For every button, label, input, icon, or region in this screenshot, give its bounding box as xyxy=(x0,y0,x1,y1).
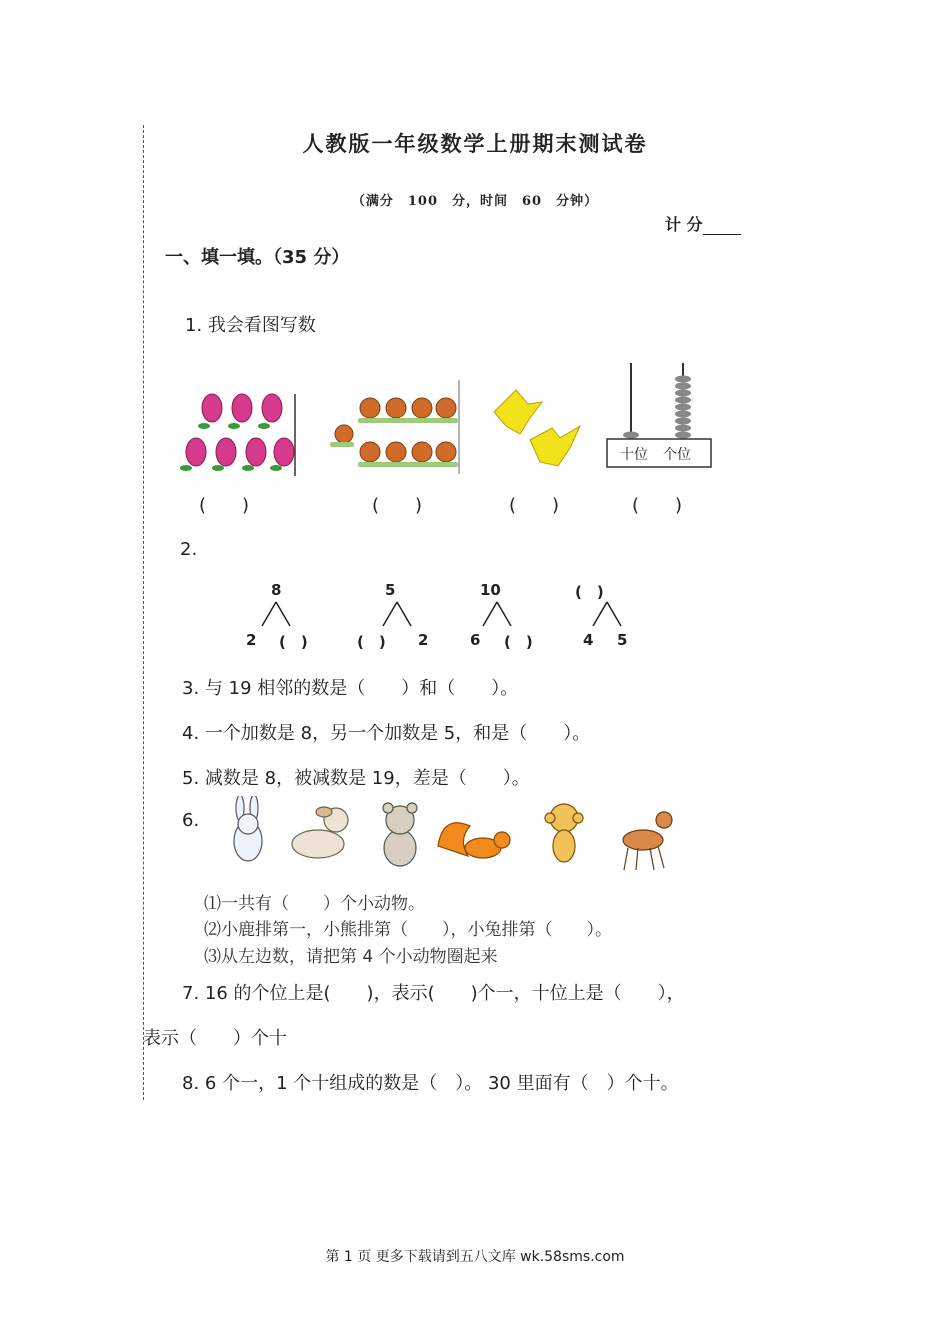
abacus-tens-label: 十位 xyxy=(620,447,648,463)
snails-picture xyxy=(322,378,462,476)
page-title: 人教版一年级数学上册期末测试卷 xyxy=(302,131,648,156)
question-6-sub-3: ⑶从左边数，请把第 4 个小动物圈起来 xyxy=(204,947,498,967)
question-6-sub-1: ⑴一共有（ ）个小动物。 xyxy=(204,894,425,914)
question-4: 4. 一个加数是 8，另一个加数是 5，和是（ ）。 xyxy=(182,723,591,744)
tree-3-top: 10 xyxy=(480,581,501,599)
flowers-picture xyxy=(176,388,300,478)
tree-1-top: 8 xyxy=(271,581,282,599)
abacus-beads-ones xyxy=(675,376,691,439)
tree-4-top[interactable]: ( ) xyxy=(575,583,604,601)
question-1-label: 1. 我会看图写数 xyxy=(185,315,316,336)
answer-blank-snails[interactable]: ( ) xyxy=(372,495,423,516)
tree-4-right: 5 xyxy=(617,631,628,649)
answer-blank-flowers[interactable]: ( ) xyxy=(199,495,250,516)
answer-blank-birds[interactable]: ( ) xyxy=(509,495,560,516)
bird-icon xyxy=(494,390,580,466)
tree-3-branches xyxy=(479,600,515,628)
score-label: 计 分 xyxy=(665,215,703,234)
abacus-bead xyxy=(623,432,639,439)
tree-3-right[interactable]: ( ) xyxy=(504,633,533,651)
section-heading: 一、填一填。（35 分） xyxy=(165,247,350,268)
animals-picture xyxy=(218,796,688,876)
deer-icon xyxy=(623,812,672,870)
flower-icon xyxy=(180,394,294,471)
score-field xyxy=(665,212,741,235)
dog-icon xyxy=(292,807,348,858)
abacus-ones-label: 个位 xyxy=(663,447,691,463)
tree-1-left: 2 xyxy=(246,631,257,649)
question-7-continued: 表示（ ）个十 xyxy=(143,1028,287,1049)
monkey-icon xyxy=(545,804,583,862)
rabbit-icon xyxy=(234,796,262,861)
snail-icon xyxy=(330,398,458,467)
question-2-label: 2. xyxy=(180,539,198,560)
tree-1-right[interactable]: ( ) xyxy=(279,633,308,651)
tree-4-left: 4 xyxy=(583,631,594,649)
tree-2-top: 5 xyxy=(385,581,396,599)
tree-3-left: 6 xyxy=(470,631,481,649)
squirrel-icon xyxy=(438,823,510,858)
tree-2-branches xyxy=(379,600,415,628)
page-footer: 第 1 页 更多下载请到五八文库 wk.58sms.com xyxy=(325,1249,625,1265)
question-7: 7. 16 的个位上是( )，表示( )个一，十位上是（ ）， xyxy=(182,983,685,1004)
tree-2-right: 2 xyxy=(418,631,429,649)
question-3: 3. 与 19 相邻的数是（ ）和（ ）。 xyxy=(182,678,519,699)
birds-picture xyxy=(486,382,586,474)
tree-1-branches xyxy=(258,600,294,628)
question-6-sub-2: ⑵小鹿排第一，小熊排第（ ），小兔排第（ ）。 xyxy=(204,920,612,940)
question-8: 8. 6 个一，1 个十组成的数是（ ）。 30 里面有（ ）个十。 xyxy=(182,1073,679,1094)
question-6-label: 6. xyxy=(182,810,200,831)
binding-margin-line xyxy=(143,125,144,1100)
question-5: 5. 减数是 8，被减数是 19，差是（ ）。 xyxy=(182,768,530,789)
tree-4-branches xyxy=(589,600,625,628)
answer-blank-abacus[interactable]: ( ) xyxy=(632,495,683,516)
bear-icon xyxy=(383,803,417,866)
score-blank[interactable] xyxy=(703,218,741,235)
tree-2-left[interactable]: ( ) xyxy=(357,633,386,651)
exam-info: （满分 100 分，时间 60 分钟） xyxy=(351,194,599,209)
